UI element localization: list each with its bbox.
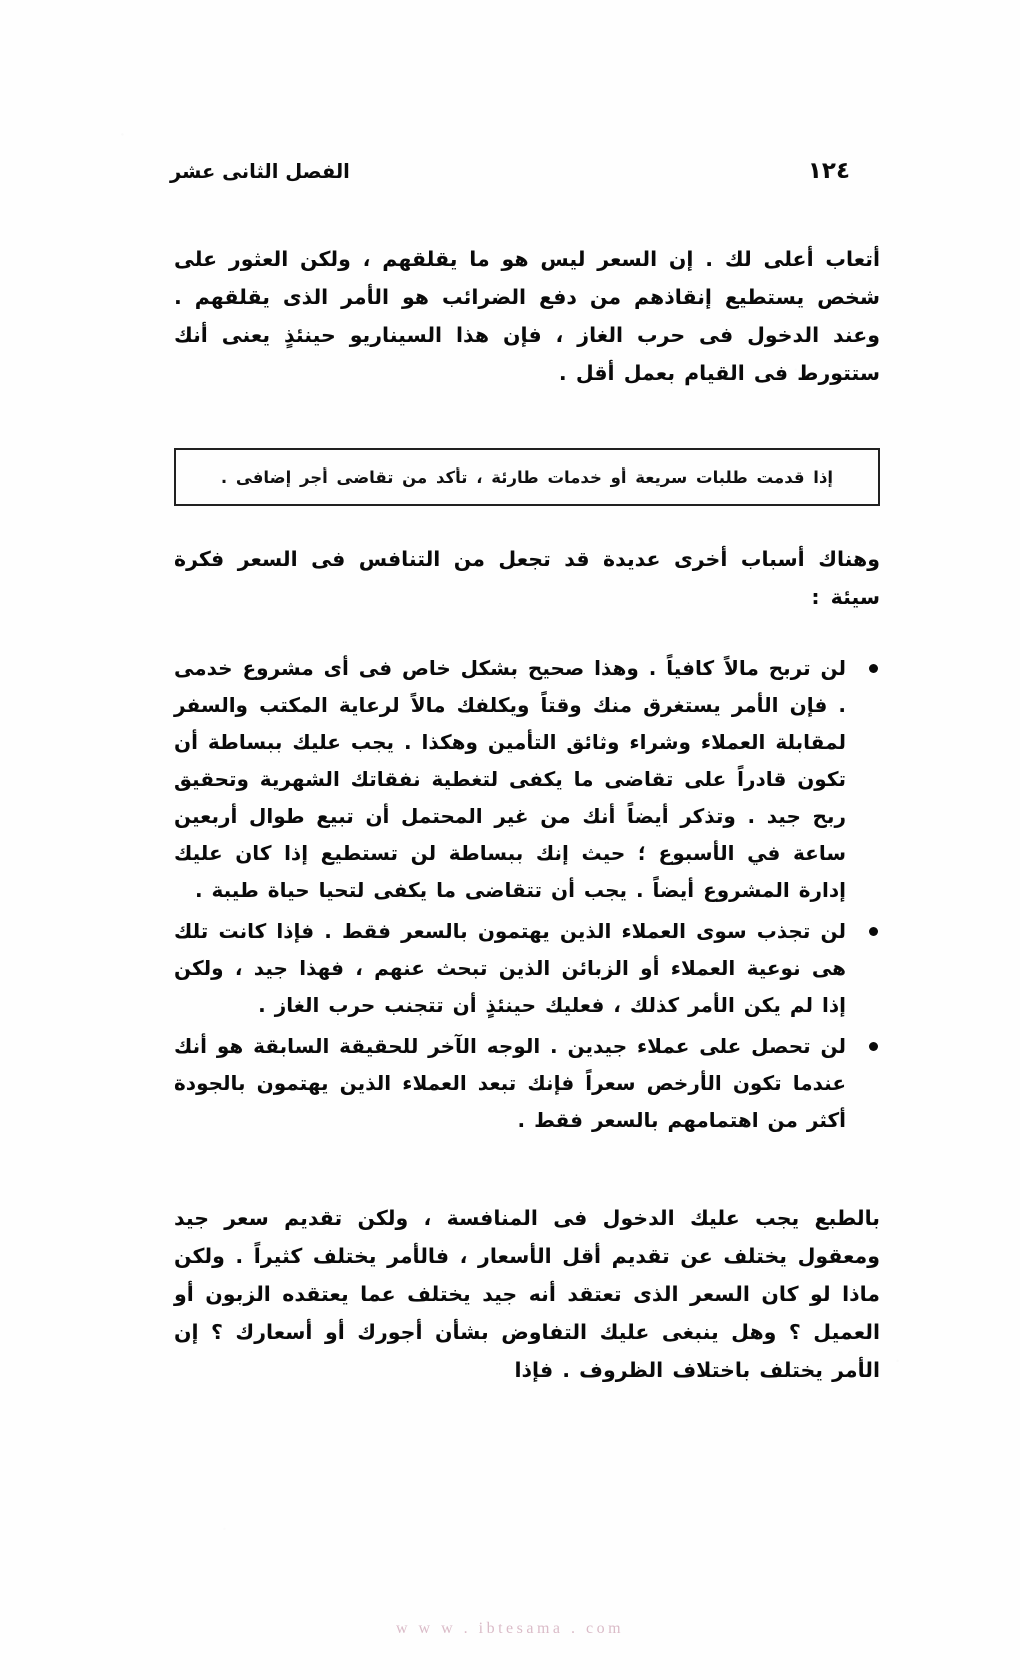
list-item [174,650,880,909]
list-item-text: لن تربح مالاً كافياً . وهذا صحيح بشكل خاص فى أى مشروع خدمى . فإن الأمر يستغرق منك وقتاً ويكلفك مالاً لرعاية المكتب والسفر لمقابلة العملاء وشراء وثائق التأمين وهكذا . يجب عليك ببساطة أن تكون قادراً على تقاضى ما يكفى لتغطية نفقاتك الشهرية وتحقيق ربح جيد . وتذكر أيضاً أنك من غير المحتمل أن تبيع طوال أربعين ساعة في الأسبوع ؛ حيث إنك ببساطة لن تستطيع إذا كان عليك إدارة المشروع أيضاً . يجب أن تتقاضى ما يكفى لتحيا حياة طيبة . [174,656,846,902]
list-item-text: لن تجذب سوى العملاء الذين يهتمون بالسعر فقط . فإذا كانت تلك هى نوعية العملاء أو الزبائن الذين تبحث عنهم ، فهذا جيد ، ولكن إذا لم يكن الأمر كذلك ، فعليك حينئذٍ أن تتجنب حرب الغاز . [174,919,846,1017]
bullet-dot-icon [869,1042,878,1051]
spacer [174,1143,880,1199]
callout-box [174,448,880,506]
lead-in-sentence: وهناك أسباب أخرى عديدة قد تجعل من التنافس فى السعر فكرة سيئة : [174,547,880,609]
spacer [174,506,880,540]
bullet-dot-icon [869,927,878,936]
page-number: ١٢٤ [807,158,850,184]
site-watermark: w w w . ibtesama . com [395,1620,625,1637]
bullet-dot-icon [869,664,878,673]
intro-paragraph: أتعاب أعلى لك . إن السعر ليس هو ما يقلقهم ، ولكن العثور على شخص يستطيع إنقاذهم من دفع الضرائب هو الأمر الذى يقلقهم . وعند الدخول فى حرب الغاز ، فإن هذا السيناريو حينئذٍ يعنى أنك ستتورط فى القيام بعمل أقل . [174,247,880,385]
list-item [174,1028,880,1139]
list-item-text: لن تحصل على عملاء جيدين . الوجه الآخر للحقيقة السابقة هو أنك عندما تكون الأرخص سعراً فإنك تبعد العملاء الذين يهتمون بالجودة أكثر من اهتمامهم بالسعر فقط . [174,1034,846,1132]
closing-paragraph: بالطبع يجب عليك الدخول فى المنافسة ، ولكن تقديم سعر جيد ومعقول يختلف عن تقديم أقل الأسعار ، فالأمر يختلف كثيراً . ولكن ماذا لو كان السعر الذى تعتقد أنه جيد يختلف عما يعتقده الزبون أو العميل ؟ وهل ينبغى عليك التفاوض بشأن أجورك أو أسعارك ؟ إن الأمر يختلف باختلاف الظروف . فإذا [174,1206,880,1382]
list-item [174,913,880,1024]
running-head [170,158,850,192]
reasons-list [174,650,880,1139]
spacer [174,392,880,448]
callout-text: إذا قدمت طلبات سريعة أو خدمات طارئة ، تأكد من تقاضى أجر إضافى . [220,467,834,487]
spacer [174,616,880,650]
chapter-title: الفصل الثانى عشر [170,160,350,183]
text-column [174,240,880,1389]
